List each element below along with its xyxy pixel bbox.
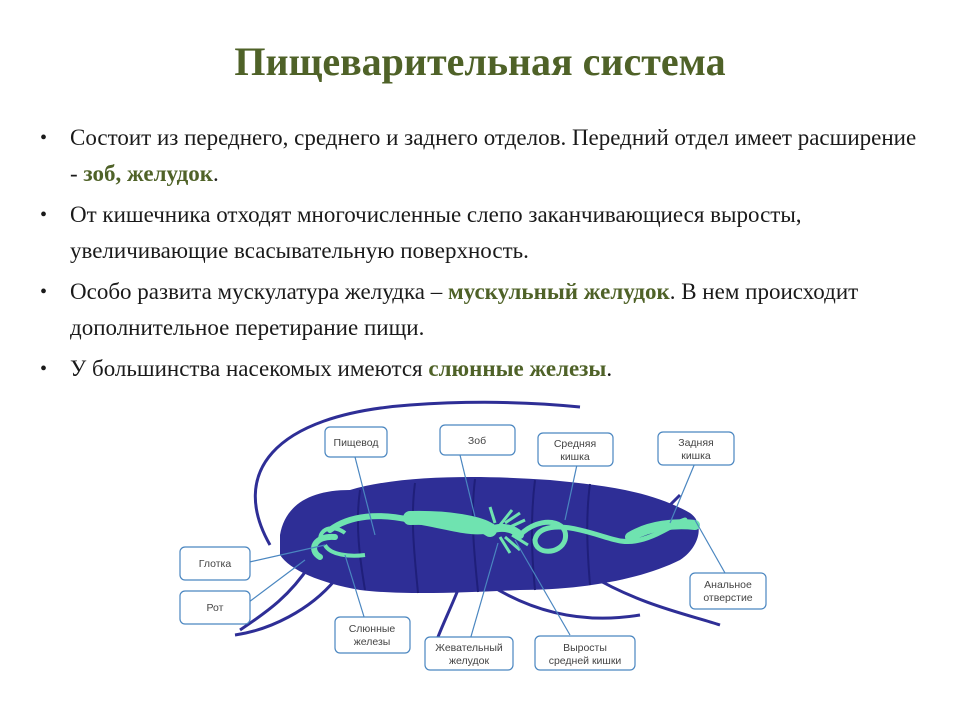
label-mouth [180,591,250,624]
bullet-text: У большинства насекомых имеются [70,356,429,381]
label-hindgut-line1: Задняя [678,437,714,449]
label-midgut [538,433,613,466]
slide-title: Пищеварительная система [234,39,726,84]
label-crop-text: Зоб [467,435,487,447]
bullet-item [40,197,920,269]
bullet-dot-icon: • [40,204,48,226]
bullet-text: Особо развита мускулатура желудка – [70,279,448,304]
bullet-highlight: слюнные железы [428,356,607,381]
bullet-text-end: . [606,356,613,381]
label-caeca [535,636,635,670]
label-gizzard-line1: Жевательный [435,642,503,654]
label-mouth-text: Рот [206,602,224,614]
label-hindgut [658,432,734,465]
bullet-list [40,120,920,392]
label-pharynx [180,547,250,580]
bullet-dot-icon: • [40,127,48,149]
label-esophagus-text: Пищевод [333,437,379,449]
bullet-text-end: . В нем происходит дополнительное перетирание пищи. [70,279,859,340]
insect-digestive-diagram [160,395,810,685]
label-anus [690,573,766,609]
label-salivary-line1: Слюнные [348,623,396,635]
bullet-text: От кишечника отходят многочисленные слепо заканчивающиеся выросты, увеличивающие всасывательную поверхность. [70,202,802,263]
bullet-text: Состоит из переднего, среднего и заднего отделов. Передний отдел имеет расширение - [70,125,917,186]
label-crop [440,425,515,455]
label-hindgut-line2: кишка [681,450,711,462]
label-salivary [335,617,410,653]
bullet-item [40,351,920,387]
label-midgut-line1: Средняя [553,438,597,450]
bullet-item [40,274,920,346]
label-midgut-line2: кишка [560,451,590,463]
label-esophagus [325,427,387,457]
bullet-dot-icon: • [40,358,48,380]
label-gizzard-line2: желудок [448,655,490,667]
bullet-highlight: мускульный желудок [447,279,670,304]
label-pharynx-text: Глотка [198,558,232,570]
label-caeca-line2: средней кишки [548,655,622,667]
label-salivary-line2: железы [353,636,391,648]
bullet-item [40,120,920,192]
label-anus-line1: Анальное [704,579,752,591]
label-gizzard [425,637,513,670]
bullet-highlight: зоб, желудок [83,161,213,186]
bullet-text-end: . [212,161,219,186]
label-caeca-line1: Выросты [563,642,607,654]
bullet-dot-icon: • [40,281,48,303]
label-anus-line2: отверстие [703,592,753,604]
